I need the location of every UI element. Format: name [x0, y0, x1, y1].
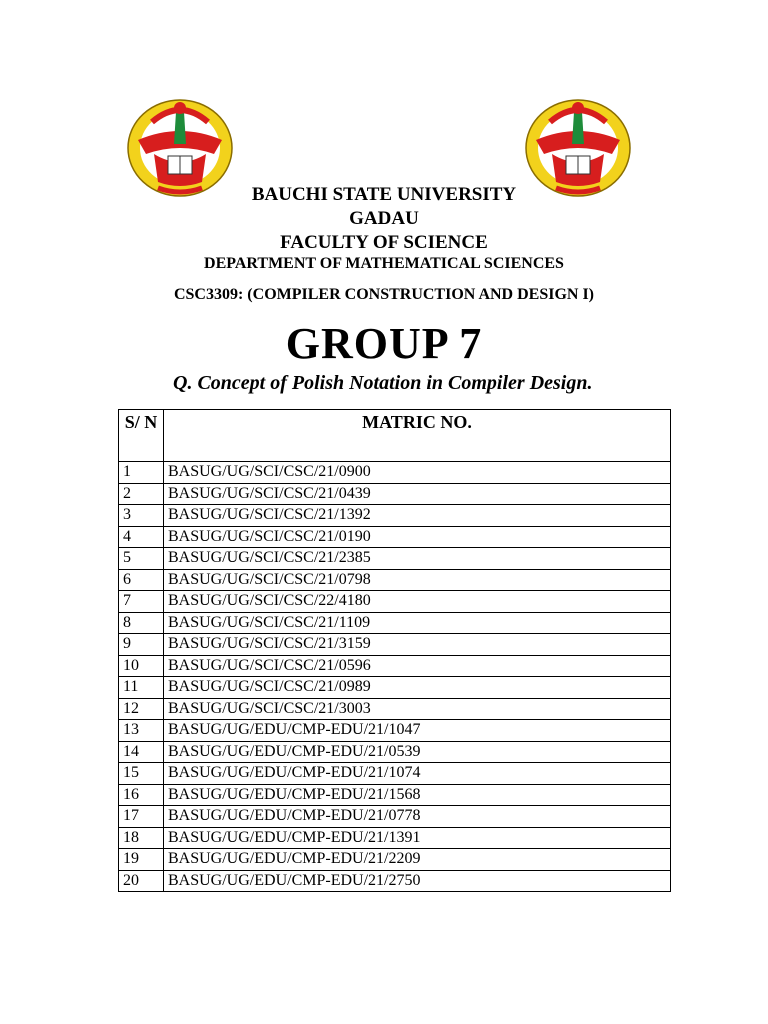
table-row	[119, 806, 671, 828]
sn-cell: 17	[119, 806, 164, 828]
table-row	[119, 655, 671, 677]
matric-cell: BASUG/UG/SCI/CSC/21/0989	[164, 677, 671, 699]
table-row	[119, 741, 671, 763]
sn-cell: 13	[119, 720, 164, 742]
matric-column-header: MATRIC NO.	[164, 410, 671, 462]
matric-cell: BASUG/UG/SCI/CSC/21/0190	[164, 526, 671, 548]
sn-cell: 15	[119, 763, 164, 785]
department-name: DEPARTMENT OF MATHEMATICAL SCIENCES	[204, 255, 564, 272]
sn-cell: 8	[119, 612, 164, 634]
matric-cell: BASUG/UG/EDU/CMP-EDU/21/1047	[164, 720, 671, 742]
course-title: CSC3309: (COMPILER CONSTRUCTION AND DESIGN I)	[173, 286, 595, 303]
faculty-name: FACULTY OF SCIENCE	[280, 232, 488, 253]
table-row	[119, 827, 671, 849]
sn-cell: 20	[119, 870, 164, 892]
question-text: Q. Concept of Polish Notation in Compiler Design.	[173, 372, 593, 394]
table-row	[119, 870, 671, 892]
table-row	[119, 612, 671, 634]
table-row	[119, 526, 671, 548]
table-header-row	[119, 410, 671, 462]
matric-table	[118, 409, 671, 892]
sn-cell: 12	[119, 698, 164, 720]
sn-cell: 16	[119, 784, 164, 806]
sn-cell: 1	[119, 462, 164, 484]
table-row	[119, 591, 671, 613]
table-row	[119, 849, 671, 871]
university-name: BAUCHI STATE UNIVERSITY	[251, 184, 517, 205]
sn-cell: 2	[119, 483, 164, 505]
matric-cell: BASUG/UG/SCI/CSC/21/1109	[164, 612, 671, 634]
matric-cell: BASUG/UG/SCI/CSC/21/1392	[164, 505, 671, 527]
sn-cell: 3	[119, 505, 164, 527]
table-row	[119, 763, 671, 785]
sn-cell: 9	[119, 634, 164, 656]
campus-name: GADAU	[349, 208, 419, 229]
sn-cell: 6	[119, 569, 164, 591]
matric-cell: BASUG/UG/EDU/CMP-EDU/21/1391	[164, 827, 671, 849]
matric-cell: BASUG/UG/SCI/CSC/21/3159	[164, 634, 671, 656]
table-row	[119, 462, 671, 484]
matric-cell: BASUG/UG/SCI/CSC/21/2385	[164, 548, 671, 570]
matric-cell: BASUG/UG/SCI/CSC/21/0596	[164, 655, 671, 677]
matric-cell: BASUG/UG/SCI/CSC/22/4180	[164, 591, 671, 613]
matric-cell: BASUG/UG/SCI/CSC/21/0798	[164, 569, 671, 591]
group-title: GROUP 7	[285, 319, 483, 368]
matric-table-body	[119, 462, 671, 892]
sn-cell: 5	[119, 548, 164, 570]
table-row	[119, 784, 671, 806]
sn-cell: 14	[119, 741, 164, 763]
table-row	[119, 483, 671, 505]
sn-cell: 10	[119, 655, 164, 677]
matric-cell: BASUG/UG/SCI/CSC/21/0439	[164, 483, 671, 505]
table-row	[119, 720, 671, 742]
matric-cell: BASUG/UG/EDU/CMP-EDU/21/2750	[164, 870, 671, 892]
sn-cell: 19	[119, 849, 164, 871]
sn-cell: 4	[119, 526, 164, 548]
table-row	[119, 698, 671, 720]
sn-cell: 18	[119, 827, 164, 849]
matric-cell: BASUG/UG/EDU/CMP-EDU/21/1074	[164, 763, 671, 785]
sn-cell: 11	[119, 677, 164, 699]
table-row	[119, 569, 671, 591]
table-row	[119, 634, 671, 656]
matric-cell: BASUG/UG/SCI/CSC/21/0900	[164, 462, 671, 484]
table-row	[119, 505, 671, 527]
table-row	[119, 677, 671, 699]
matric-cell: BASUG/UG/EDU/CMP-EDU/21/2209	[164, 849, 671, 871]
table-row	[119, 548, 671, 570]
matric-cell: BASUG/UG/EDU/CMP-EDU/21/1568	[164, 784, 671, 806]
sn-cell: 7	[119, 591, 164, 613]
matric-cell: BASUG/UG/SCI/CSC/21/3003	[164, 698, 671, 720]
matric-cell: BASUG/UG/EDU/CMP-EDU/21/0539	[164, 741, 671, 763]
matric-cell: BASUG/UG/EDU/CMP-EDU/21/0778	[164, 806, 671, 828]
sn-column-header: S/ N	[119, 410, 164, 462]
